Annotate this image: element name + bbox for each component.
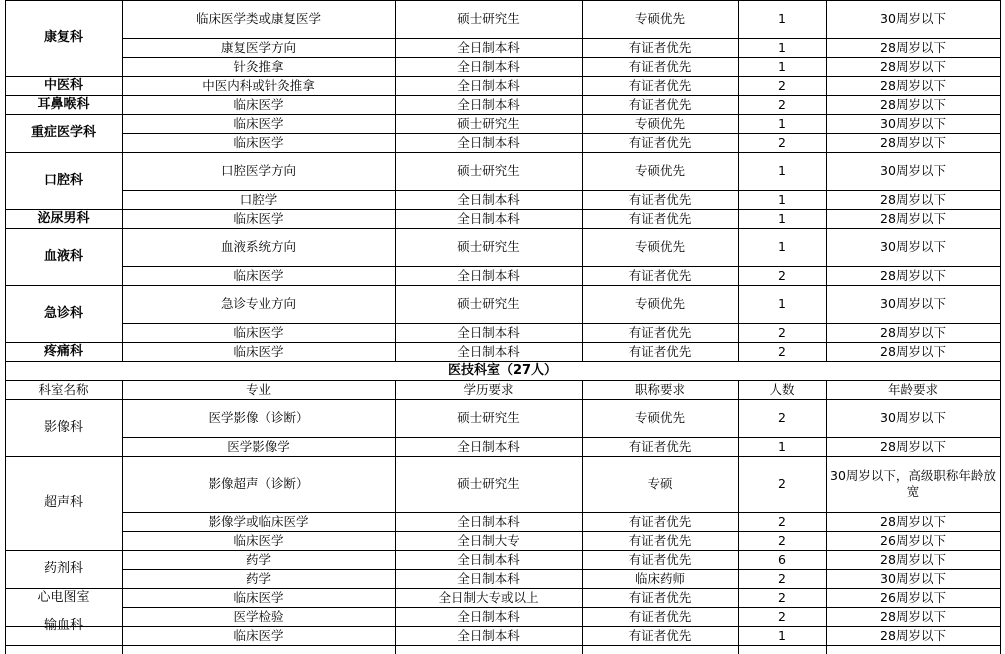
education-cell: 全日制本科: [457, 627, 520, 643]
headcount-cell: 2: [778, 608, 786, 624]
major-cell: 药学: [245, 570, 271, 586]
age-requirement-cell: 28周岁以下: [880, 134, 946, 150]
education-cell: 硕士研究生: [457, 239, 520, 254]
education-cell: 全日制本科: [457, 58, 520, 74]
age-requirement-cell: 28周岁以下: [880, 513, 946, 529]
title-requirement-cell: 有证者优先: [628, 438, 692, 454]
education-cell: 硕士研究生: [457, 163, 520, 178]
title-requirement-cell: 专硕优先: [634, 11, 685, 26]
title-requirement-cell: 专硕: [647, 476, 673, 491]
header-major: 专业: [245, 381, 271, 397]
headcount-cell: 1: [778, 115, 786, 131]
education-cell: 全日制本科: [457, 324, 520, 340]
title-requirement-cell: 临床药师: [634, 570, 685, 586]
department-name: 超声科: [43, 495, 83, 510]
major-cell: 影像超声（诊断）: [208, 476, 309, 491]
major-cell: 血液系统方向: [220, 239, 296, 254]
headcount-cell: 1: [778, 58, 786, 74]
title-requirement-cell: 专硕优先: [634, 115, 685, 131]
department-name: 疼痛科: [43, 343, 83, 359]
education-cell: 全日制本科: [457, 438, 520, 454]
education-cell: 硕士研究生: [457, 476, 520, 491]
title-requirement-cell: 有证者优先: [628, 77, 692, 93]
headcount-cell: 1: [778, 438, 786, 454]
row-border: [122, 645, 1001, 646]
age-requirement-cell: 28周岁以下: [880, 210, 946, 226]
major-cell: 针灸推拿: [233, 58, 284, 74]
title-requirement-cell: 有证者优先: [628, 513, 692, 529]
department-name: 中医科: [43, 77, 83, 93]
age-requirement-cell: 26周岁以下: [880, 589, 946, 605]
education-cell: 全日制本科: [457, 570, 520, 586]
education-cell: 硕士研究生: [457, 11, 520, 26]
age-requirement-cell: 28周岁以下: [880, 627, 946, 643]
major-cell: 口腔医学方向: [220, 163, 296, 178]
row-border: [5, 645, 123, 646]
education-cell: 硕士研究生: [457, 296, 520, 311]
major-cell: 医学影像（诊断）: [208, 410, 309, 425]
headcount-cell: 1: [778, 163, 786, 178]
department-name: 急诊科: [43, 305, 83, 321]
age-requirement-cell: 28周岁以下: [880, 438, 946, 454]
education-cell: 全日制本科: [457, 267, 520, 283]
headcount-cell: 1: [778, 39, 786, 55]
age-requirement-cell: 26周岁以下: [880, 532, 946, 548]
education-cell: 全日制本科: [457, 77, 520, 93]
education-cell: 全日制本科: [457, 96, 520, 112]
title-requirement-cell: 有证者优先: [628, 134, 692, 150]
major-cell: 临床医学: [233, 96, 284, 112]
age-requirement-cell: 30周岁以下: [880, 239, 946, 254]
department-name: 耳鼻喉科: [37, 96, 90, 112]
major-cell: 临床医学: [233, 589, 284, 605]
age-requirement-cell: 30周岁以下: [880, 11, 946, 26]
headcount-cell: 2: [778, 343, 786, 359]
headcount-cell: 1: [778, 239, 786, 254]
headcount-cell: 6: [778, 551, 786, 567]
headcount-cell: 2: [778, 532, 786, 548]
title-requirement-cell: 有证者优先: [628, 343, 692, 359]
education-cell: 全日制大专: [457, 532, 520, 548]
headcount-cell: 1: [778, 191, 786, 207]
title-requirement-cell: 有证者优先: [628, 589, 692, 605]
age-requirement-cell: 28周岁以下: [880, 324, 946, 340]
major-cell: 临床医学: [233, 210, 284, 226]
age-requirement-cell: 30周岁以下: [880, 163, 946, 178]
headcount-cell: 2: [778, 324, 786, 340]
age-requirement-cell: 28周岁以下: [880, 267, 946, 283]
education-cell: 全日制本科: [457, 343, 520, 359]
department-name: 心电图室: [37, 589, 90, 605]
title-requirement-cell: 有证者优先: [628, 608, 692, 624]
department-name: 药剂科: [43, 561, 83, 576]
title-requirement-cell: 专硕优先: [634, 296, 685, 311]
education-cell: 全日制本科: [457, 134, 520, 150]
major-cell: 临床医学: [233, 115, 284, 131]
headcount-cell: 1: [778, 11, 786, 26]
age-requirement-cell: 28周岁以下: [880, 39, 946, 55]
section-title: 医技科室（27人）: [447, 362, 558, 378]
education-cell: 全日制本科: [457, 210, 520, 226]
title-requirement-cell: 专硕优先: [634, 163, 685, 178]
headcount-cell: 2: [778, 570, 786, 586]
header-education: 学历要求: [463, 381, 514, 397]
title-requirement-cell: 有证者优先: [628, 39, 692, 55]
header-dept: 科室名称: [38, 381, 89, 397]
education-cell: 全日制本科: [457, 513, 520, 529]
headcount-cell: 2: [778, 589, 786, 605]
major-cell: 中医内科或针灸推拿: [202, 77, 315, 93]
headcount-cell: 2: [778, 96, 786, 112]
title-requirement-cell: 有证者优先: [628, 58, 692, 74]
headcount-cell: 2: [778, 77, 786, 93]
department-name: 影像科: [43, 419, 83, 435]
education-cell: 全日制本科: [457, 39, 520, 55]
headcount-cell: 1: [778, 627, 786, 643]
education-cell: 全日制本科: [457, 191, 520, 207]
major-cell: 医学影像学: [227, 438, 290, 454]
headcount-cell: 2: [778, 513, 786, 529]
title-requirement-cell: 有证者优先: [628, 191, 692, 207]
age-requirement-cell: 28周岁以下: [880, 191, 946, 207]
title-requirement-cell: 有证者优先: [628, 267, 692, 283]
education-cell: 硕士研究生: [457, 410, 520, 425]
major-cell: 临床医学: [233, 134, 284, 150]
education-cell: 全日制大专或以上: [438, 589, 539, 605]
title-requirement-cell: 有证者优先: [628, 324, 692, 340]
age-requirement-cell: 30周岁以下: [880, 570, 946, 586]
department-name: 泌尿男科: [37, 210, 90, 226]
age-requirement-cell: 28周岁以下: [880, 58, 946, 74]
title-requirement-cell: 有证者优先: [628, 96, 692, 112]
major-cell: 临床医学类或康复医学: [195, 11, 321, 26]
age-requirement-cell: 30周岁以下，高级职称年龄放宽: [830, 468, 996, 499]
major-cell: 影像学或临床医学: [208, 513, 309, 529]
header-age: 年龄要求: [887, 381, 938, 397]
title-requirement-cell: 专硕优先: [634, 410, 685, 425]
department-name: 输血科: [43, 618, 83, 633]
title-requirement-cell: 有证者优先: [628, 532, 692, 548]
age-requirement-cell: 30周岁以下: [880, 296, 946, 311]
headcount-cell: 2: [778, 476, 786, 491]
age-requirement-cell: 28周岁以下: [880, 96, 946, 112]
major-cell: 口腔学: [239, 191, 278, 207]
department-name: 重症医学科: [30, 125, 96, 140]
header-count: 人数: [769, 381, 795, 397]
headcount-cell: 1: [778, 210, 786, 226]
title-requirement-cell: 有证者优先: [628, 210, 692, 226]
major-cell: 临床医学: [233, 532, 284, 548]
major-cell: 临床医学: [233, 627, 284, 643]
age-requirement-cell: 30周岁以下: [880, 410, 946, 425]
department-name: 口腔科: [43, 172, 83, 188]
major-cell: 医学检验: [233, 608, 284, 624]
age-requirement-cell: 28周岁以下: [880, 608, 946, 624]
title-requirement-cell: 有证者优先: [628, 627, 692, 643]
title-requirement-cell: 有证者优先: [628, 551, 692, 567]
age-requirement-cell: 28周岁以下: [880, 343, 946, 359]
department-name: 康复科: [43, 30, 83, 45]
header-title: 职称要求: [634, 381, 685, 397]
major-cell: 临床医学: [233, 267, 284, 283]
headcount-cell: 2: [778, 267, 786, 283]
major-cell: 药学: [245, 551, 271, 567]
department-name: 血液科: [43, 248, 83, 264]
headcount-cell: 2: [778, 134, 786, 150]
education-cell: 硕士研究生: [457, 115, 520, 131]
major-cell: 临床医学: [233, 324, 284, 340]
major-cell: 临床医学: [233, 343, 284, 359]
column-border: [1000, 0, 1001, 654]
headcount-cell: 1: [778, 296, 786, 311]
age-requirement-cell: 30周岁以下: [880, 115, 946, 131]
title-requirement-cell: 专硕优先: [634, 239, 685, 254]
education-cell: 全日制本科: [457, 551, 520, 567]
age-requirement-cell: 28周岁以下: [880, 551, 946, 567]
education-cell: 全日制本科: [457, 608, 520, 624]
age-requirement-cell: 28周岁以下: [880, 77, 946, 93]
major-cell: 急诊专业方向: [220, 296, 296, 311]
major-cell: 康复医学方向: [220, 39, 296, 55]
headcount-cell: 2: [778, 410, 786, 425]
